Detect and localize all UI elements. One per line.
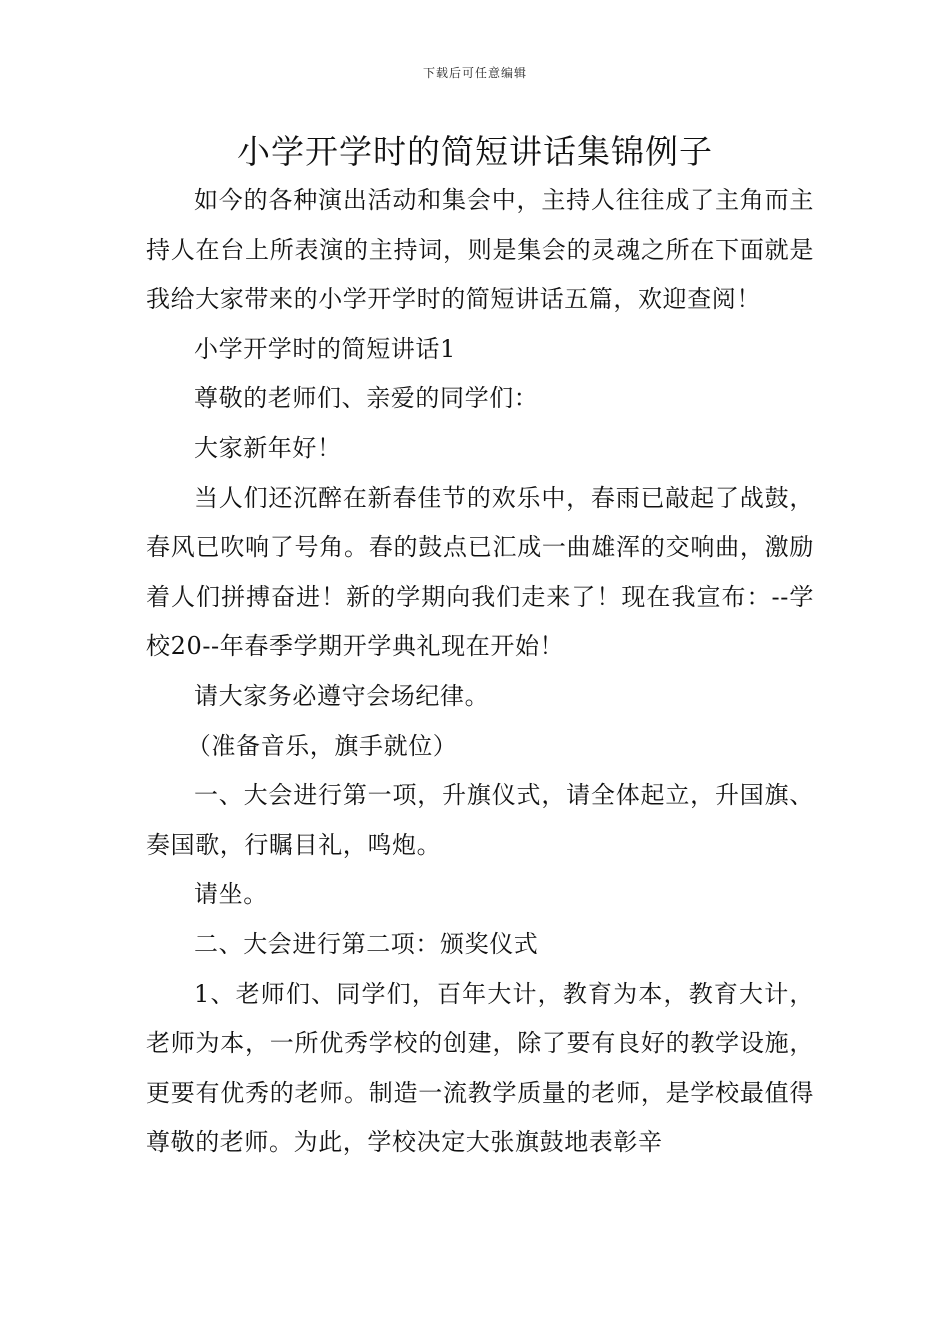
paragraph-discipline: 请大家务必遵守会场纪律。	[194, 681, 490, 710]
document-body	[146, 176, 814, 1168]
paragraph-intro: 如今的各种演出活动和集会中，主持人往往成了主角而主持人在台上所表演的主持词，则是集会的灵魂之所在下面就是我给大家带来的小学开学时的简短讲话五篇，欢迎查阅！	[146, 186, 814, 314]
header-note: 下载后可任意编辑	[422, 66, 527, 80]
paragraph-stage-note: （准备音乐，旗手就位）	[186, 731, 458, 760]
paragraph-section-heading: 小学开学时的简短讲话1	[194, 334, 456, 363]
paragraph-item-one: 一、大会进行第一项，升旗仪式，请全体起立，升国旗、奏国歌，行瞩目礼，鸣炮。	[146, 781, 814, 859]
document-title: 小学开学时的简短讲话集锦例子	[237, 132, 713, 171]
paragraph-sit: 请坐。	[194, 880, 268, 909]
paragraph-item-two: 二、大会进行第二项：颁奖仪式	[194, 929, 539, 958]
paragraph-opening: 当人们还沉醉在新春佳节的欢乐中，春雨已敲起了战鼓，春风已吹响了号角。春的鼓点已汇成一曲雄浑的交响曲，激励着人们拼搏奋进！新的学期向我们走来了！现在我宣布：--学校20--年春季学期开学典礼现在开始！	[146, 483, 814, 661]
paragraph-salutation: 尊敬的老师们、亲爱的同学们：	[194, 384, 539, 413]
paragraph-greeting: 大家新年好！	[194, 433, 342, 462]
paragraph-award-text: 1、老师们、同学们，百年大计，教育为本，教育大计，老师为本，一所优秀学校的创建，除了要有良好的教学设施，更要有优秀的老师。制造一流教学质量的老师，是学校最值得尊敬的老师。为此，学校决定大张旗鼓地表彰辛	[146, 979, 814, 1157]
